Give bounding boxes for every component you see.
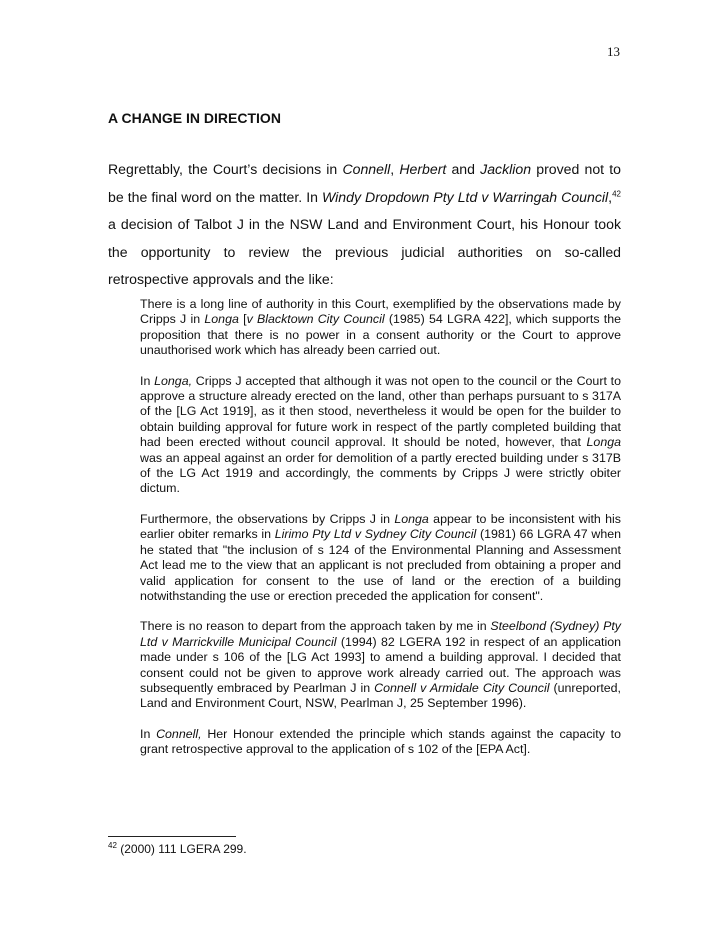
quote-text: [ — [238, 312, 247, 327]
block-quote — [140, 297, 621, 773]
case-name: Lirimo Pty Ltd v Sydney City Council — [274, 527, 477, 542]
case-name: Herbert — [399, 161, 447, 177]
footnote-text: (2000) 111 LGERA 299. — [116, 842, 247, 856]
case-name: Longa — [204, 312, 239, 327]
quote-text: (unreported, Land and Environment Court, NSW, Pearlman J, 25 September 1996). — [140, 680, 621, 711]
quote-text: Her Honour extended the principle which stands against the capacity to grant retrospective approval to the application of s 102 of the [EPA Act]. — [140, 726, 621, 757]
quote-paragraph — [140, 619, 621, 711]
quote-paragraph — [140, 374, 621, 497]
case-name: Connell — [342, 161, 391, 177]
quote-text: Cripps J accepted that although it was not open to the council or the Court to approve a structure already erected on the land, other than perhaps pursuant to s 317A of the [LG Act 1919], as it then stood, nevertheless it would be open for the builder to obtain building approval for future work in respect of the partly completed building that had been erected without council approval. It should be noted, however, that — [140, 373, 621, 450]
case-name: Windy Dropdown Pty Ltd v Warringah Council — [321, 188, 609, 205]
intro-paragraph — [108, 156, 621, 294]
quote-text: (1981) 66 LGRA 47 when he stated that "the inclusion of s 124 of the Environmental Planning and Assessment Act lead me to the view that an applicant is not precluded from obtaining a proper and valid application for consent to the use of land or the erection of a building notwithstanding the use or erection preceded the application for consent". — [140, 527, 622, 603]
case-name: Connell, — [156, 726, 202, 741]
footnote — [108, 842, 247, 856]
case-name: Longa — [394, 511, 429, 526]
case-name: Longa, — [154, 373, 193, 388]
case-name: Longa — [586, 435, 621, 450]
intro-text: proved not to be the final word on the matter. In — [108, 161, 621, 205]
case-name: Connell v Armidale City Council — [374, 680, 550, 695]
quote-paragraph — [140, 297, 621, 359]
quote-text: (1994) 82 LGERA 192 in respect of an application made under s 106 of the [LG Act 1993] to amend a building approval. I decided that consent could not be given to approve work already carried out. The approach was subsequently embraced by Pearlman J in — [140, 634, 621, 695]
section-heading: A CHANGE IN DIRECTION — [108, 110, 281, 126]
quote-text: Furthermore, the observations by Cripps J in — [140, 511, 395, 526]
quote-text: was an appeal against an order for demolition of a partly erected building under s 317B of the LG Act 1919 and accordingly, the comments by Cripps J were strictly obiter dictum. — [140, 450, 621, 496]
intro-text: , — [608, 188, 613, 205]
quote-text: In — [140, 726, 157, 741]
quote-text: There is no reason to depart from the approach taken by me in — [140, 619, 491, 634]
page-number: 13 — [607, 44, 620, 59]
quote-paragraph — [140, 512, 621, 604]
intro-text: Regrettably, the Court’s decisions in — [108, 161, 343, 177]
footnote-reference: 42 — [612, 188, 621, 198]
quote-text: appear to be inconsistent with his earlier obiter remarks in — [140, 511, 621, 542]
case-name: Jacklion — [480, 161, 532, 177]
intro-text: a decision of Talbot J in the NSW Land and Environment Court, his Honour took the opportunity to review the previous judicial authorities on so-called retrospective approvals and the like: — [108, 216, 621, 287]
quote-text: In — [140, 373, 155, 388]
intro-text: and — [446, 161, 481, 177]
footnote-divider — [108, 836, 236, 837]
case-name: v Blacktown City Council — [246, 312, 385, 327]
quote-paragraph — [140, 727, 621, 758]
quote-text: There is a long line of authority in this Court, exemplified by the observations made by Cripps J in — [140, 297, 621, 327]
footnote-number: 42 — [108, 841, 117, 850]
case-name: Steelbond (Sydney) Pty Ltd v Marrickville Municipal Council — [140, 619, 621, 649]
intro-text: , — [390, 161, 400, 177]
quote-text: (1985) 54 LGRA 422], which supports the proposition that there is no power in a consent authority or the Court to approve unauthorised work which has already been carried out. — [140, 312, 622, 358]
